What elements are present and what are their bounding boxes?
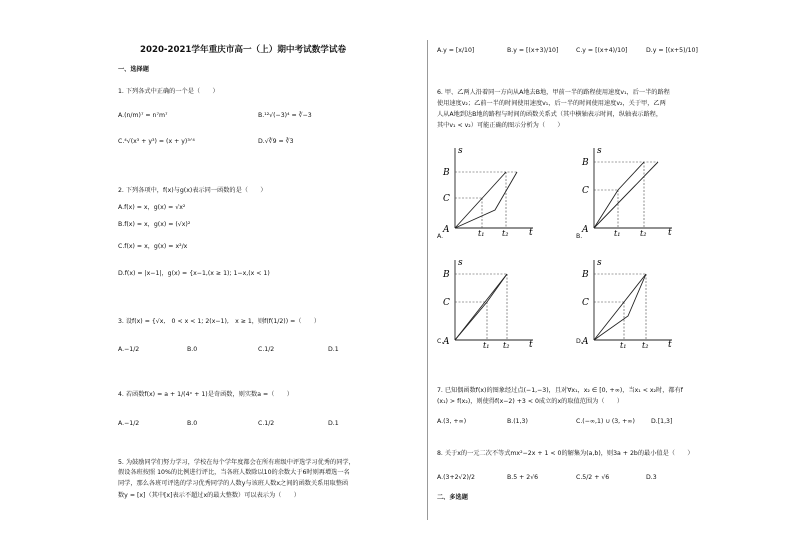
q5-line-2: 假设各班按照 10%的比例进行评比，当各班人数除以10的余数大于6时则再增选一名 <box>118 469 350 476</box>
axis-label-t: t <box>529 228 533 236</box>
q5-option-c: C.y = [(x+4)/10] <box>576 47 628 54</box>
q1-option-b: B.¹²√(−3)⁴ = ∛−3 <box>258 112 312 119</box>
point-label-a: A <box>582 337 589 347</box>
section-heading-multi: 二、多选题 <box>437 494 468 501</box>
q6-label-d: D. <box>576 338 583 345</box>
q6-graph-d <box>576 256 676 348</box>
tick-label-t1: t₁ <box>478 229 485 236</box>
q5-option-b: B.y = [(x+3)/10] <box>507 47 559 54</box>
q3-option-a: A.−1/2 <box>118 346 140 353</box>
axis-label-s: s <box>458 258 463 268</box>
q8-option-c: C.5/2 + √6 <box>576 474 610 481</box>
q3-stem: 3. 设f(x) = {√x, 0 < x < 1; 2(x−1), x ≥ 1，则f(f(1/2)) =（ ） <box>118 318 321 325</box>
q6-label-b: B. <box>576 233 583 240</box>
tick-label-t2: t₂ <box>642 341 649 348</box>
page-title: 2020-2021学年重庆市高一（上）期中考试数学试卷 <box>140 45 347 55</box>
axis-label-s: s <box>597 258 602 268</box>
axis-label-t: t <box>668 228 672 236</box>
q8-option-b: B.5 + 2√6 <box>507 474 539 481</box>
q2-option-b: B.f(x) = x，g(x) = (√x)² <box>118 221 191 228</box>
q4-stem: 4. 若函数f(x) = a + 1/(4ˣ + 1)是奇函数，则实数a =（ ） <box>118 391 293 398</box>
q1-stem: 1. 下列各式中正确的一个是（ ） <box>118 88 219 95</box>
q7-option-c: C.(−∞,1) ∪ (3, +∞) <box>576 418 635 425</box>
q1-option-d: D.√∛9 = ∛3 <box>258 138 294 145</box>
column-divider <box>427 40 428 520</box>
q4-option-c: C.1/2 <box>258 420 275 427</box>
q3-option-c: C.1/2 <box>258 346 275 353</box>
tick-label-t2: t₂ <box>502 229 509 236</box>
axis-label-s: s <box>458 146 463 156</box>
q7-option-d: D.[1,3] <box>651 418 673 425</box>
point-label-a: A <box>443 225 450 235</box>
q5-option-d: D.y = [(x+5)/10] <box>646 47 698 54</box>
point-label-c: C <box>443 298 450 308</box>
point-label-c: C <box>443 194 450 204</box>
q7-option-b: B.(1,3) <box>507 418 528 425</box>
q8-stem: 8. 关于x的一元二次不等式mx²−2x + 1 < 0的解集为(a,b)，则3a + 2b的最小值是（ ） <box>437 450 694 457</box>
tick-label-t2: t₂ <box>640 229 647 236</box>
q2-option-c: C.f(x) = x，g(x) = x²/x <box>118 243 188 250</box>
q6-line-1: 6. 甲、乙两人沿着同一方向从A地去B地，甲前一半的路程使用速度v₁，后一半的路程 <box>437 89 670 96</box>
point-label-b: B <box>582 158 589 168</box>
point-label-b: B <box>443 168 450 178</box>
tick-label-t2: t₂ <box>503 341 510 348</box>
point-label-c: C <box>582 186 589 196</box>
q1-option-a: A.(n/m)⁷ = n⁷m⁷ <box>118 112 168 119</box>
tick-label-t1: t₁ <box>620 341 627 348</box>
q5-line-4: 数y = [x]（其中[x]表示不超过x的最大整数）可以表示为（ ） <box>118 492 300 499</box>
section-heading-choice: 一、选择题 <box>118 66 149 73</box>
q5-option-a: A.y = [x/10] <box>437 47 475 54</box>
q6-line-2: 使用速度v₂；乙前一半的时间使用速度v₁，后一半的时间使用速度v₂，关于甲，乙两 <box>437 100 666 107</box>
point-label-c: C <box>582 298 589 308</box>
q7-line-2: (x₁) > f(x₂)，则使得f(x−2) +3 < 0成立的x的取值范围为（ ） <box>437 398 624 405</box>
q1-option-c: C.⁴√(x³ + y³) = (x + y)³ᐟ⁴ <box>118 138 195 145</box>
q7-option-a: A.(3, +∞) <box>437 418 467 425</box>
q4-option-a: A.−1/2 <box>118 420 140 427</box>
tick-label-t1: t₁ <box>483 341 490 348</box>
q6-line-4: 其中v₁ < v₂）可能正确的图示分析为（ ） <box>437 122 564 129</box>
q7-line-1: 7. 已知偶函数f(x)的图象经过点(−1,−3)，且对∀x₁，x₂ ∈ [0, +∞)，当x₁ < x₂时，都有f <box>437 387 683 394</box>
axis-label-t: t <box>668 340 672 348</box>
q8-option-d: D.3 <box>646 474 657 481</box>
q4-option-b: B.0 <box>187 420 198 427</box>
axis-label-t: t <box>529 340 533 348</box>
q6-graph-c <box>437 256 537 348</box>
q2-stem: 2. 下列各项中，f(x)与g(x)表示同一函数的是（ ） <box>118 187 267 194</box>
q8-option-a: A.(3+2√2)/2 <box>437 474 475 481</box>
q2-option-a: A.f(x) = x，g(x) = √x² <box>118 204 186 211</box>
q5-line-1: 5. 为鼓励同学们努力学习，学校在每个学年度都会在所有班级中评选学习优秀的同学， <box>118 459 355 466</box>
q3-option-b: B.0 <box>187 346 198 353</box>
point-label-b: B <box>582 270 589 280</box>
q5-line-3: 同学，那么各班可评选的学习优秀同学的人数y与该班人数x之间的函数关系用取整函 <box>118 480 349 487</box>
q6-line-3: 人从A地到达B地的路程与时间的函数关系式（其中横轴表示时间，纵轴表示路程， <box>437 111 663 118</box>
point-label-b: B <box>443 270 450 280</box>
q6-graph-b <box>576 144 676 236</box>
axis-label-s: s <box>597 146 602 156</box>
point-label-a: A <box>582 225 589 235</box>
point-label-a: A <box>443 337 450 347</box>
q6-label-c: C. <box>437 338 444 345</box>
q2-option-d: D.f(x) = |x−1|，g(x) = {x−1,(x ≥ 1); 1−x,(x < 1) <box>118 270 270 277</box>
q6-graph-a <box>437 144 537 236</box>
q3-option-d: D.1 <box>328 346 339 353</box>
q6-label-a: A. <box>437 233 444 240</box>
q4-option-d: D.1 <box>328 420 339 427</box>
tick-label-t1: t₁ <box>614 229 621 236</box>
